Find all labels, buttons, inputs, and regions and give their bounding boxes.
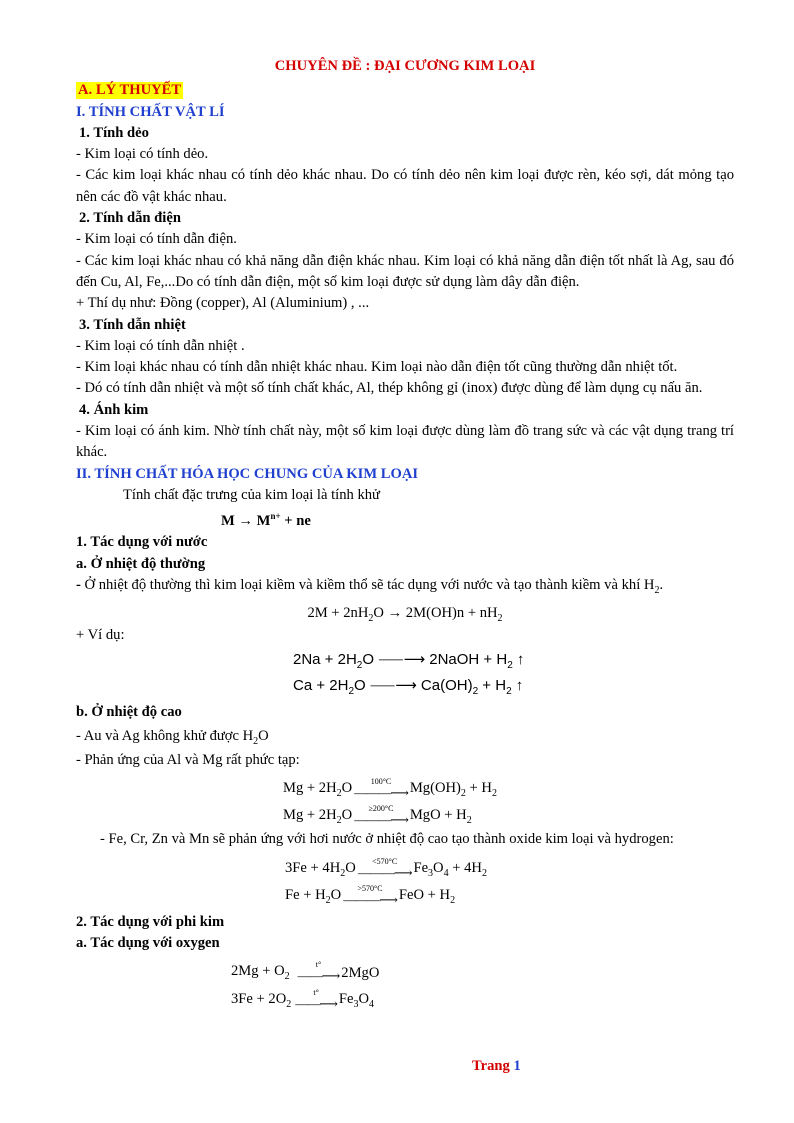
condition-label: >570°C [357,883,383,893]
text-line: - Kim loại có tính dẫn nhiệt . [76,337,245,354]
subheading-1: 1. Tính dẻo [79,124,149,141]
text-line: - Kim loại có tính dẻo. [76,146,209,163]
section-i-heading: I. TÍNH CHẤT VẬT LÍ [76,103,225,120]
subheading-4: 4. Ánh kim [79,401,149,418]
document-page [76,56,734,1010]
equation-ca: $Ca + 2H_2O$ ⸺⟶ $Ca(OH)_2 + H_2$ ↑ [293,677,524,698]
text-line: - Kim loại có tính dẫn điện. [76,231,237,248]
text-paragraph: - Các kim loại khác nhau có tính dẻo khác nhau. Do có tính dẻo nên kim loại được rèn, kéo sợi, dát mỏng tạo nên các đồ vật khác nhau. [76,167,734,205]
text-paragraph: - Các kim loại khác nhau có khả năng dẫn điện khác nhau. Kim loại có khả năng dẫn điện tốt nhất là Ag, sau đó đến Cu, Al, Fe,...Do có tính dẫn điện, một số kim loại được sử dụng làm dây dẫn điện. [76,252,734,290]
subheading-room-temp: a. Ở nhiệt độ thường [76,555,206,572]
text-line: + Thí dụ như: Đồng (copper), Al (Aluminium) , ... [76,295,370,312]
condition-label: 100°C [370,776,392,786]
condition-label: t° [313,988,319,998]
equation-fe-o2: $3Fe + 2O_2$ t° ——⟶ $Fe_3O_4$ [231,988,375,1012]
text-paragraph: - Kim loại có ánh kim. Nhờ tính chất này, một số kim loại được dùng làm đồ trang sức và các vật dụng trang trí khác. [76,423,734,461]
section-ii-heading: II. TÍNH CHẤT HÓA HỌC CHUNG CỦA KIM LOẠI [76,465,419,482]
text-line: Tính chất đặc trưng của kim loại là tính khử [123,486,380,503]
equation-fe-below-570: $3Fe + 4H_2O$ <570°C ———⟶ $Fe_3O_4 + 4H_2$ [285,856,487,880]
page-title: CHUYÊN ĐỀ : ĐẠI CƯƠNG KIM LOẠI [274,58,536,74]
equation-general: $M \to M^{n+}$ + ne [221,511,311,530]
subheading-nonmetal: 2. Tác dụng với phi kim [76,913,225,930]
text-paragraph: - Kim loại khác nhau có tính dẫn nhiệt khác nhau. Kim loại nào dẫn điện tốt cũng thường dẫn nhiệt tốt. [76,359,678,376]
text-paragraph: - Dó có tính dẫn nhiệt và một số tính chất khác, Al, thép không gỉ (inox) được dùng để làm dụng cụ nấu ăn. [76,380,703,397]
text-line: - Au và Ag không khử được $H_2O$ [76,727,269,747]
condition-label: <570°C [372,856,398,866]
text-line: - Phản ứng của Al và Mg rất phức tạp: [76,751,300,768]
equation-fe-above-570: $Fe + H_2O$ >570°C ———⟶ FeO + $H_2$ [285,883,456,907]
condition-label: t° [315,960,322,970]
equation-mg-100: $Mg + 2H_2O$ 100°C ———⟶ $Mg(OH)_2 + H_2$ [283,776,497,800]
text-line: + Ví dụ: [76,627,125,644]
section-a-heading: A. LÝ THUYẾT [78,82,182,99]
subheading-3: 3. Tính dẫn nhiệt [79,316,186,333]
subheading-high-temp: b. Ở nhiệt độ cao [76,704,182,721]
equation-general-water: $2M + 2nH_2O \to 2M(OH)n + nH_2$ [307,605,503,625]
page-footer [472,1058,521,1075]
subheading-2: 2. Tính dẫn điện [79,210,181,227]
condition-label: ≥200°C [368,803,394,813]
footer-label: Trang [472,1058,514,1074]
text-line: - Ở nhiệt độ thường thì kim loại kiềm và kiềm thổ sẽ tác dụng với nước và tạo thành kiềm và khí $H_2$. [76,576,664,596]
subheading-oxygen: a. Tác dụng với oxygen [76,935,220,952]
subheading-water: 1. Tác dụng với nước [76,534,208,551]
equation-mg-200: $Mg + 2H_2O$ ≥200°C ———⟶ MgO + $H_2$ [283,803,472,827]
text-line: - Fe, Cr, Zn và Mn sẽ phản ứng với hơi nước ở nhiệt độ cao tạo thành oxide kim loại và hydrogen: [100,830,674,847]
page-number: 1 [513,1058,521,1074]
equation-mg-o2: $2Mg + O_2$ t° ——⟶ 2MgO [231,960,380,984]
equation-na: $2Na + 2H_2O$ ⸺⟶ 2NaOH + $H_2$ ↑ [293,651,525,672]
